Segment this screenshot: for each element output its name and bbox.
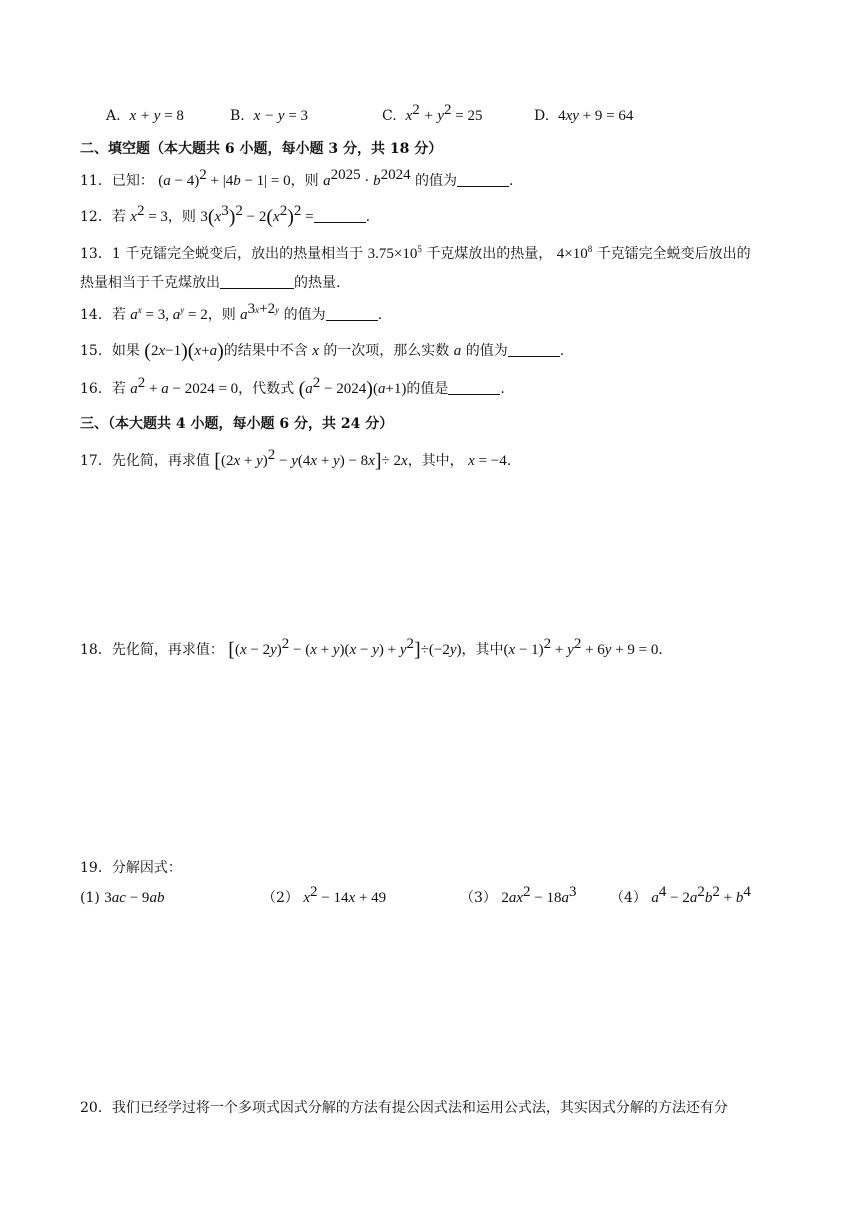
q18-number: 18． (80, 642, 112, 658)
q19-item-1-expr: 3ac − 9ab (104, 890, 165, 906)
q10-options (106, 102, 666, 126)
option-b (230, 106, 308, 126)
option-a-label: A. (106, 108, 121, 124)
q14 (80, 301, 383, 325)
q11-expression: $a^{2025} \cdot b^{2024}$ (323, 167, 411, 189)
q13-text-d: 热量相当于千克煤放出 (80, 275, 220, 291)
option-a-expr: x + y = 8 (129, 108, 184, 124)
q18-prefix: 先化简，再求值： (111, 642, 224, 658)
q15-var-x: x (312, 343, 319, 359)
q15-mid: 的结果中不含 (223, 343, 308, 359)
q14-condition: $a^x = 3$, $a^y = 2$ (130, 305, 208, 323)
q19-item-1 (80, 888, 164, 908)
option-b-label: B. (230, 108, 245, 124)
option-c-expr: $x^2 + y^2 = 25$ (405, 102, 483, 124)
q13-number: 13． (80, 246, 112, 262)
q12 (80, 203, 371, 228)
q13-answer-blank[interactable] (220, 274, 294, 289)
q17-mid: ，其中， (407, 453, 464, 469)
q13-line1 (80, 244, 751, 264)
q13-text-e: 的热量. (294, 275, 341, 291)
option-d (534, 106, 633, 126)
q11-condition: $(a - 4)^2 + |4b - 1| = 0$ (158, 167, 291, 189)
q11-number: 11． (80, 173, 112, 189)
q14-end: . (377, 307, 383, 323)
q17-number: 17． (80, 453, 112, 469)
q11-suffix: 的值为 (415, 173, 458, 189)
q16-mid: ，代数式 (238, 381, 295, 397)
q19-item-2 (262, 884, 387, 908)
q19-item-3 (460, 884, 577, 908)
section3-title: 三、（本大题共 4 小题，每小题 6 分，共 24 分） (80, 416, 394, 432)
q15-prefix: 如果 (111, 343, 140, 359)
q13-value-2: $4\times 10^8$ (556, 244, 593, 262)
q16-condition: $a^2 + a - 2024 = 0$ (130, 375, 239, 397)
q14-mid: ，则 (207, 307, 236, 323)
q16-expression: $(a^2 - 2024)(a+1)$ (298, 375, 407, 400)
q12-number: 12． (80, 209, 112, 225)
q11-answer-blank[interactable] (457, 172, 509, 187)
q19-title (80, 858, 182, 878)
q17-prefix: 先化简，再求值 (111, 453, 210, 469)
q19-item-1-label: (1) (80, 890, 100, 906)
q19-item-3-expr: $2ax^2 - 18a^3$ (501, 884, 577, 906)
q15-suffix: 的值为 (465, 343, 508, 359)
q15 (80, 341, 564, 361)
option-d-label: D. (534, 108, 550, 124)
q19-number: 19． (80, 860, 112, 876)
option-b-expr: x − y = 3 (253, 108, 309, 124)
q15-mid2: 的一次项，那么实数 (323, 343, 450, 359)
q13-text-a: 1 千克镭完全蜕变后，放出的热量相当于 (111, 246, 364, 262)
q19-item-4-label: （4） (610, 890, 647, 906)
option-d-expr: 4xy + 9 = 64 (558, 108, 634, 124)
q19-item-2-label: （2） (262, 890, 299, 906)
q13-value-1: $3.75\times 10^5$ (367, 244, 422, 262)
q19-item-4-expr: $a^4 - 2a^2b^2 + b^4$ (651, 884, 751, 906)
q16-number: 16． (80, 381, 112, 397)
q14-expression: $a^{3x+2y}$ (240, 301, 280, 323)
q12-condition: $x^2 = 3$ (130, 203, 168, 225)
q12-mid: ，则 (167, 209, 196, 225)
q16-end: . (500, 381, 505, 397)
q18-expression: $[(x - 2y)^2 - (x + y)(x - y) + y^2]\div(-2y)$ (228, 636, 462, 661)
option-c (382, 102, 483, 126)
q11-end: . (509, 173, 514, 189)
q15-expression: (2x−1)(x+a) (144, 340, 224, 362)
option-c-label: C. (382, 108, 397, 124)
q15-answer-blank[interactable] (508, 342, 560, 357)
q16-suffix: 的值是 (406, 381, 449, 397)
q17-expression: $[(2x + y)^2 - y(4x + y) - 8x]\div 2x$ (214, 447, 408, 472)
section2-title: 二、填空题（本大题共 6 小题，每小题 3 分，共 18 分） (80, 141, 443, 157)
q18-end: . (658, 642, 663, 658)
q19-item-2-expr: $x^2 - 14x + 49$ (303, 884, 387, 906)
q16 (80, 375, 505, 400)
q18-mid: ，其中 (461, 642, 504, 658)
q17 (80, 447, 512, 472)
q11-prefix: 已知： (111, 173, 154, 189)
q15-number: 15． (80, 343, 112, 359)
q20-text: 我们已经学过将一个多项式因式分解的方法有提公因式法和运用公式法，其实因式分解的方法还有分 (111, 1100, 728, 1116)
q13-text-b: 千克煤放出的热量， (426, 246, 553, 262)
q18 (80, 636, 663, 661)
q18-condition: $(x - 1)^2 + y^2 + 6y + 9 = 0$ (503, 636, 659, 658)
q17-end: . (506, 453, 512, 469)
q14-answer-blank[interactable] (326, 306, 378, 321)
q12-prefix: 若 (111, 209, 126, 225)
q13-text-c: 千克镭完全蜕变后放出的 (596, 246, 751, 262)
q15-end: . (559, 343, 565, 359)
q14-number: 14． (80, 307, 112, 323)
q11-mid: ，则 (290, 173, 319, 189)
q12-end: . (365, 209, 371, 225)
q12-expression: $3(x^3)^2 - 2(x^2)^2$ = (200, 203, 314, 228)
q13-line2 (80, 273, 340, 293)
q14-suffix: 的值为 (283, 307, 326, 323)
q16-answer-blank[interactable] (448, 380, 500, 395)
q19-items (80, 884, 780, 908)
q17-condition: x = −4 (468, 453, 507, 469)
q15-var-a: a (453, 343, 462, 359)
q20-number: 20． (80, 1100, 112, 1116)
q19-item-3-label: （3） (460, 890, 497, 906)
q20 (80, 1098, 728, 1118)
q19-title-text: 分解因式： (111, 860, 182, 876)
option-a (106, 106, 184, 126)
q12-answer-blank[interactable] (314, 208, 366, 223)
q14-prefix: 若 (111, 307, 126, 323)
q11 (80, 167, 514, 191)
q16-prefix: 若 (111, 381, 126, 397)
q19-item-4 (610, 884, 751, 908)
